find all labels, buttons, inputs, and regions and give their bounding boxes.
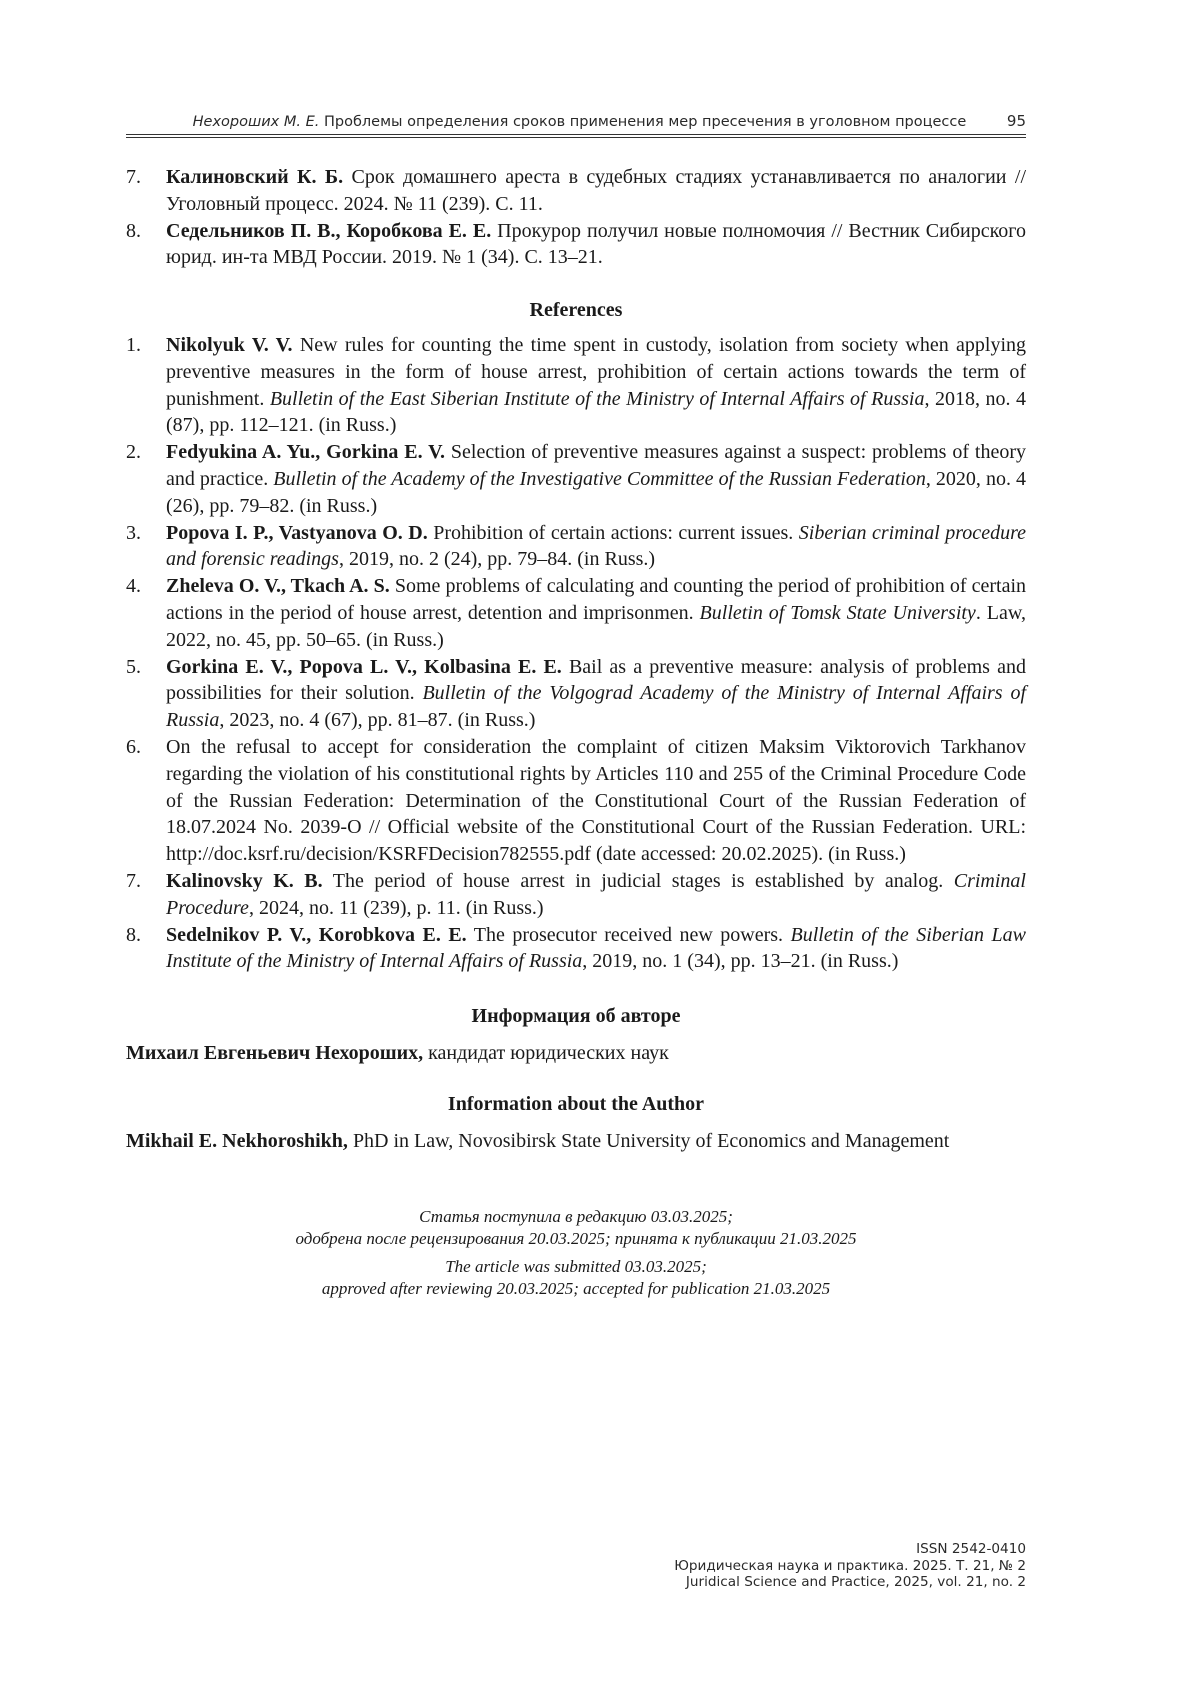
ref-journal: Criminal Procedure xyxy=(166,869,1026,919)
ref-number: 6. xyxy=(126,735,141,758)
ref-title: On the refusal to accept for consideration the complaint of citizen Maksim Viktorovich Tarkhanov regarding the violation of his constitutional rights by Articles 110 and 255 of the Criminal Procedure Code of the Russian Federation: Determination of the Constitutional Court of the Russian Federation of 18.07.2024 No. 2039-O // Official website of the Constitutional Court of the Russian Federation. URL: http://doc.ksrf.ru/decision/KSRFDecision782555.pdf (date accessed: 20.02.2025). (in Russ.) xyxy=(166,735,1026,866)
ref-details: , 2023, no. 4 (67), pp. 81–87. (in Russ.) xyxy=(219,709,536,732)
ref-title: Bail as a preventive measure: analysis of problems and possibilities for their solution. xyxy=(166,655,1026,705)
ref-title: Selection of preventive measures against a suspect: problems of theory and practice. xyxy=(166,441,1026,490)
ref-journal: Bulletin of the Academy of the Investigative Committee of the Russian Federation xyxy=(273,467,926,490)
ref-details: , 2020, no. 4 (26), pp. 79–82. (in Russ.) xyxy=(166,467,1026,517)
author-details-en: PhD in Law, Novosibirsk State University of Economics and Management xyxy=(347,1129,950,1152)
dates-ru-line1: Статья поступила в редакцию 03.03.2025; xyxy=(419,1207,733,1227)
ref-number: 1. xyxy=(126,333,141,356)
footer-journal-en: Juridical Science and Practice, 2025, vol. 21, no. 2 xyxy=(685,1574,1026,1590)
footer-journal-ru: Юридическая наука и практика. 2025. Т. 21, № 2 xyxy=(674,1557,1026,1574)
ref-details: , 2024, no. 11 (239), p. 11. (in Russ.) xyxy=(248,896,544,919)
submission-dates xyxy=(126,1206,1026,1300)
ref-authors: Nikolyuk V. V. xyxy=(166,333,293,356)
list-item xyxy=(126,922,1026,976)
author-name-ru: Михаил Евгеньевич Нехороших, xyxy=(126,1041,424,1064)
ref-number: 4. xyxy=(126,575,141,598)
ref-journal: Bulletin of the Volgograd Academy of the Ministry of Internal Affairs of Russia xyxy=(166,682,1026,732)
author-info-en-title: Information about the Author xyxy=(447,1092,705,1115)
ref-number: 3. xyxy=(126,521,141,544)
ref-title: New rules for counting the time spent in custody, isolation from society when applying preventive measures in the form of house arrest, prohibition of certain actions towards the term of punishment. xyxy=(166,333,1026,410)
ref-number: 7. xyxy=(126,166,141,188)
ref-title: Prohibition of certain actions: current issues. xyxy=(427,521,799,544)
header-rule xyxy=(126,134,1026,138)
ref-number: 8. xyxy=(126,923,141,946)
list-item xyxy=(126,439,1026,519)
dates-en-line2: approved after reviewing 20.03.2025; accepted for publication 21.03.2025 xyxy=(321,1279,831,1299)
ref-authors: Popova I. P., Vastyanova O. D. xyxy=(166,521,428,544)
page-number: 95 xyxy=(1006,112,1026,130)
references-list xyxy=(126,332,1026,975)
running-header-author: Нехороших М. Е. xyxy=(192,114,320,130)
list-item xyxy=(126,654,1026,734)
list-item xyxy=(126,573,1026,653)
ref-number: 5. xyxy=(126,655,141,678)
ref-authors: Kalinovsky K. B. xyxy=(166,869,323,892)
ref-title: The period of house arrest in judicial stages is established by analog. xyxy=(322,869,954,892)
page-footer xyxy=(126,1541,1026,1591)
ref-authors: Sedelnikov P. V., Korobkova E. E. xyxy=(166,923,467,946)
ref-authors: Калиновский К. Б. xyxy=(166,166,344,188)
ref-details: . Law, 2022, no. 45, pp. 50–65. (in Russ.) xyxy=(166,601,1026,651)
ref-text: Срок домашнего ареста в судебных стадиях устанавливается по аналогии // Уголовный процесс. 2024. № 11 (239). С. 11. xyxy=(166,166,1027,215)
dates-ru-line2: одобрена после рецензирования 20.03.2025; принята к публикации 21.03.2025 xyxy=(295,1229,857,1249)
footer-issn: ISSN 2542-0410 xyxy=(916,1541,1026,1557)
list-item xyxy=(126,332,1026,439)
list-item xyxy=(126,520,1026,574)
page-content xyxy=(126,164,1026,1300)
ref-number: 7. xyxy=(126,869,141,892)
author-info-en xyxy=(126,1128,1026,1155)
running-header xyxy=(126,112,1026,130)
author-details-ru: кандидат юридических наук xyxy=(423,1041,669,1064)
list-item xyxy=(126,868,1026,922)
list-item xyxy=(126,164,1026,218)
list-item xyxy=(126,218,1026,272)
ref-journal: Siberian criminal procedure and forensic readings xyxy=(166,521,1026,571)
ref-authors: Fedyukina A. Yu., Gorkina E. V. xyxy=(166,441,446,464)
ref-title: Some problems of calculating and counting the period of prohibition of certain actions in the period of house arrest, detention and imprisonmen. xyxy=(166,575,1027,624)
ref-authors: Zheleva O. V., Tkach A. S. xyxy=(166,575,390,598)
author-info-ru xyxy=(126,1040,1026,1067)
ref-authors: Gorkina E. V., Popova L. V., Kolbasina E. E. xyxy=(166,655,562,678)
references-title: References xyxy=(529,299,623,322)
russian-references-tail xyxy=(126,164,1026,271)
ref-details: , 2019, no. 2 (24), pp. 79–84. (in Russ.) xyxy=(338,548,656,571)
ref-journal: Bulletin of the East Siberian Institute of the Ministry of Internal Affairs of Russia xyxy=(269,387,925,410)
author-name-en: Mikhail E. Nekhoroshikh, xyxy=(126,1129,348,1152)
ref-title: The prosecutor received new powers. xyxy=(466,923,791,946)
ref-number: 2. xyxy=(126,441,141,464)
ref-authors: Седельников П. В., Коробкова Е. Е. xyxy=(166,219,492,242)
running-header-title: Проблемы определения сроков применения мер пресечения в уголовном процессе xyxy=(323,114,967,130)
ref-journal: Bulletin of Tomsk State University xyxy=(699,601,976,624)
ref-number: 8. xyxy=(126,219,141,242)
ref-details: , 2018, no. 4 (87), pp. 112–121. (in Russ.) xyxy=(166,387,1026,437)
ref-details: , 2019, no. 1 (34), pp. 13–21. (in Russ.) xyxy=(582,950,899,973)
author-info-ru-title: Информация об авторе xyxy=(471,1005,681,1028)
ref-text: Прокурор получил новые полномочия // Вестник Сибирского юрид. ин-та МВД России. 2019. № 1 (34). С. 13–21. xyxy=(166,219,1027,269)
ref-journal: Bulletin of the Siberian Law Institute of the Ministry of Internal Affairs of Russia xyxy=(166,923,1026,973)
list-item xyxy=(126,734,1026,868)
dates-en-line1: The article was submitted 03.03.2025; xyxy=(445,1257,707,1277)
